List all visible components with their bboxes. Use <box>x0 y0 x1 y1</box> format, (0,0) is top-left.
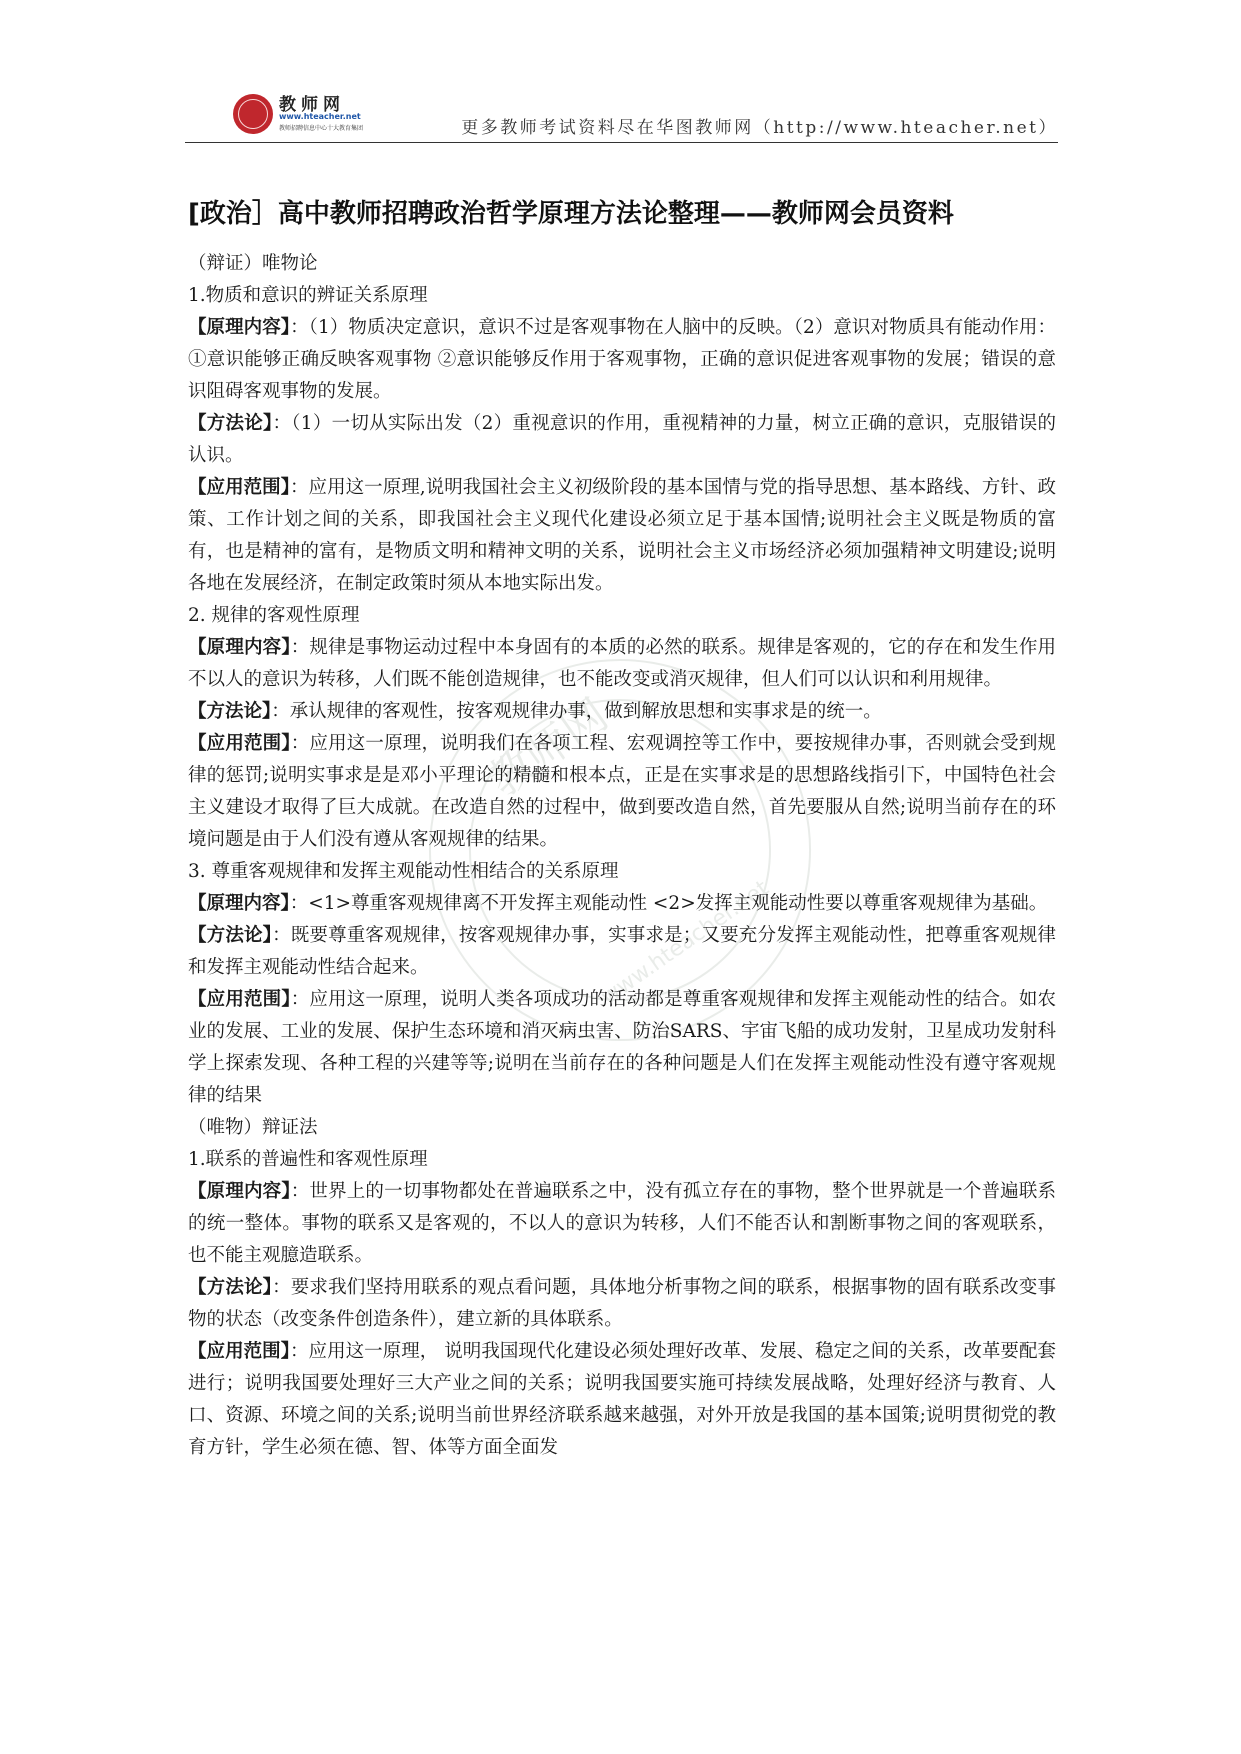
site-logo[interactable] <box>233 88 393 138</box>
paragraph <box>188 280 1056 312</box>
paragraph-text: 2. 规律的客观性原理 <box>188 605 360 626</box>
paragraph-text: ：（1）物质决定意识，意识不过是客观事物在人脑中的反映。（2）意识对物质具有能动作用：①意识能够正确反映客观事物 ②意识能够反作用于客观事物，正确的意识促进客观事物的发展；错误的意识阻碍客观事物的发展。 <box>188 317 1056 402</box>
document-body <box>188 198 1056 1464</box>
paragraph-text: 1.联系的普遍性和客观性原理 <box>188 1149 428 1170</box>
paragraph <box>188 600 1056 632</box>
paragraph-label: 【方法论】 <box>188 701 272 722</box>
paragraph-label: 【应用范围】 <box>188 989 291 1010</box>
paragraph <box>188 856 1056 888</box>
paragraph <box>188 696 1056 728</box>
paragraph <box>188 728 1056 856</box>
logo-seal-icon <box>233 94 273 134</box>
paragraph-label: 【方法论】 <box>188 925 273 946</box>
paragraph-text: （唯物）辩证法 <box>188 1117 318 1138</box>
logo-subtitle: 教师招聘信息中心十大教育集团 <box>279 125 364 132</box>
paragraph <box>188 984 1056 1112</box>
paragraph-text: ：应用这一原理,说明我国社会主义初级阶段的基本国情与党的指导思想、基本路线、方针、政策、工作计划之间的关系，即我国社会主义现代化建设必须立足于基本国情;说明社会主义既是物质的富有，也是精神的富有，是物质文明和精神文明的关系，说明社会主义市场经济必须加强精神文明建设;说明各地在发展经济，在制定政策时须从本地实际出发。 <box>188 477 1056 594</box>
paragraph <box>188 632 1056 696</box>
paragraph-text: ：要求我们坚持用联系的观点看问题，具体地分析事物之间的联系，根据事物的固有联系改变事物的状态（改变条件创造条件），建立新的具体联系。 <box>188 1277 1056 1330</box>
paragraph-label: 【应用范围】 <box>188 1341 290 1362</box>
watermark-url: www.hteacher.net <box>596 875 774 1011</box>
paragraph-text: 1.物质和意识的辨证关系原理 <box>188 285 428 306</box>
paragraph <box>188 1112 1056 1144</box>
paragraph-text: ：既要尊重客观规律，按客观规律办事，实事求是；又要充分发挥主观能动性，把尊重客观规律和发挥主观能动性结合起来。 <box>188 925 1056 978</box>
paragraph-text: ：应用这一原理，说明人类各项成功的活动都是尊重客观规律和发挥主观能动性的结合。如农业的发展、工业的发展、保护生态环境和消灭病虫害、防治SARS、宇宙飞船的成功发射，卫星成功发射科学上探索发现、各种工程的兴建等等;说明在当前存在的各种问题是人们在发挥主观能动性没有遵守客观规律的结果 <box>188 989 1056 1106</box>
watermark-text: 教师网 <box>479 689 618 807</box>
document-title: [政治］高中教师招聘政治哲学原理方法论整理——教师网会员资料 <box>188 199 954 229</box>
paragraph <box>188 472 1056 600</box>
paragraph-text: ：承认规律的客观性，按客观规律办事，做到解放思想和实事求是的统一。 <box>271 701 882 722</box>
paragraph-label: 【原理内容】 <box>188 317 291 338</box>
paragraph <box>188 408 1056 472</box>
paragraph-label: 【应用范围】 <box>188 477 290 498</box>
paragraph-text: ：规律是事物运动过程中本身固有的本质的必然的联系。规律是客观的，它的存在和发生作用不以人的意识为转移，人们既不能创造规律，也不能改变或消灭规律，但人们可以认识和利用规律。 <box>188 637 1056 690</box>
logo-url: www.hteacher.net <box>279 112 361 121</box>
paragraph-text: ：世界上的一切事物都处在普遍联系之中，没有孤立存在的事物，整个世界就是一个普遍联系的统一整体。事物的联系又是客观的，不以人的意识为转移，人们不能否认和割断事物之间的客观联系，也不能主观臆造联系。 <box>188 1181 1056 1266</box>
paragraph-text: 3. 尊重客观规律和发挥主观能动性相结合的关系原理 <box>188 861 619 882</box>
paragraph <box>188 312 1056 408</box>
paragraph-label: 【方法论】 <box>188 1277 273 1298</box>
paragraph <box>188 888 1056 920</box>
paragraph <box>188 1336 1056 1464</box>
paragraph-label: 【原理内容】 <box>188 1181 291 1202</box>
header-tagline: 更多教师考试资料尽在华图教师网（http://www.hteacher.net） <box>461 118 1058 138</box>
paragraph-label: 【应用范围】 <box>188 733 291 754</box>
paragraph-text: ：（1）一切从实际出发（2）重视意识的作用，重视精神的力量，树立正确的意识，克服错误的认识。 <box>188 413 1056 466</box>
paragraph-label: 【方法论】 <box>188 413 273 434</box>
paragraph <box>188 248 1056 280</box>
page-header <box>185 80 1058 143</box>
paragraph-list <box>188 248 1056 1464</box>
paragraph <box>188 920 1056 984</box>
paragraph <box>188 1176 1056 1272</box>
paragraph-text: ：应用这一原理， 说明我国现代化建设必须处理好改革、发展、稳定之间的关系，改革要配套进行；说明我国要处理好三大产业之间的关系；说明我国要实施可持续发展战略，处理好经济与教育、人口、资源、环境之间的关系;说明当前世界经济联系越来越强，对外开放是我国的基本国策;说明贯彻党的教育方针，学生必须在德、智、体等方面全面发 <box>188 1341 1056 1458</box>
paragraph-text: （辩证）唯物论 <box>188 253 318 274</box>
paragraph-text: ：<1>尊重客观规律离不开发挥主观能动性 <2>发挥主观能动性要以尊重客观规律为基础。 <box>289 893 1048 914</box>
paragraph <box>188 1144 1056 1176</box>
paragraph-label: 【原理内容】 <box>188 893 290 914</box>
paragraph-label: 【原理内容】 <box>188 637 291 658</box>
paragraph <box>188 1272 1056 1336</box>
paragraph-text: ：应用这一原理，说明我们在各项工程、宏观调控等工作中，要按规律办事，否则就会受到规律的惩罚;说明实事求是是邓小平理论的精髓和根本点，正是在实事求是的思想路线指引下，中国特色社会主义建设才取得了巨大成就。在改造自然的过程中，做到要改造自然，首先要服从自然;说明当前存在的环境问题是由于人们没有遵从客观规律的结果。 <box>188 733 1056 850</box>
logo-name: 教师网 <box>279 95 345 115</box>
